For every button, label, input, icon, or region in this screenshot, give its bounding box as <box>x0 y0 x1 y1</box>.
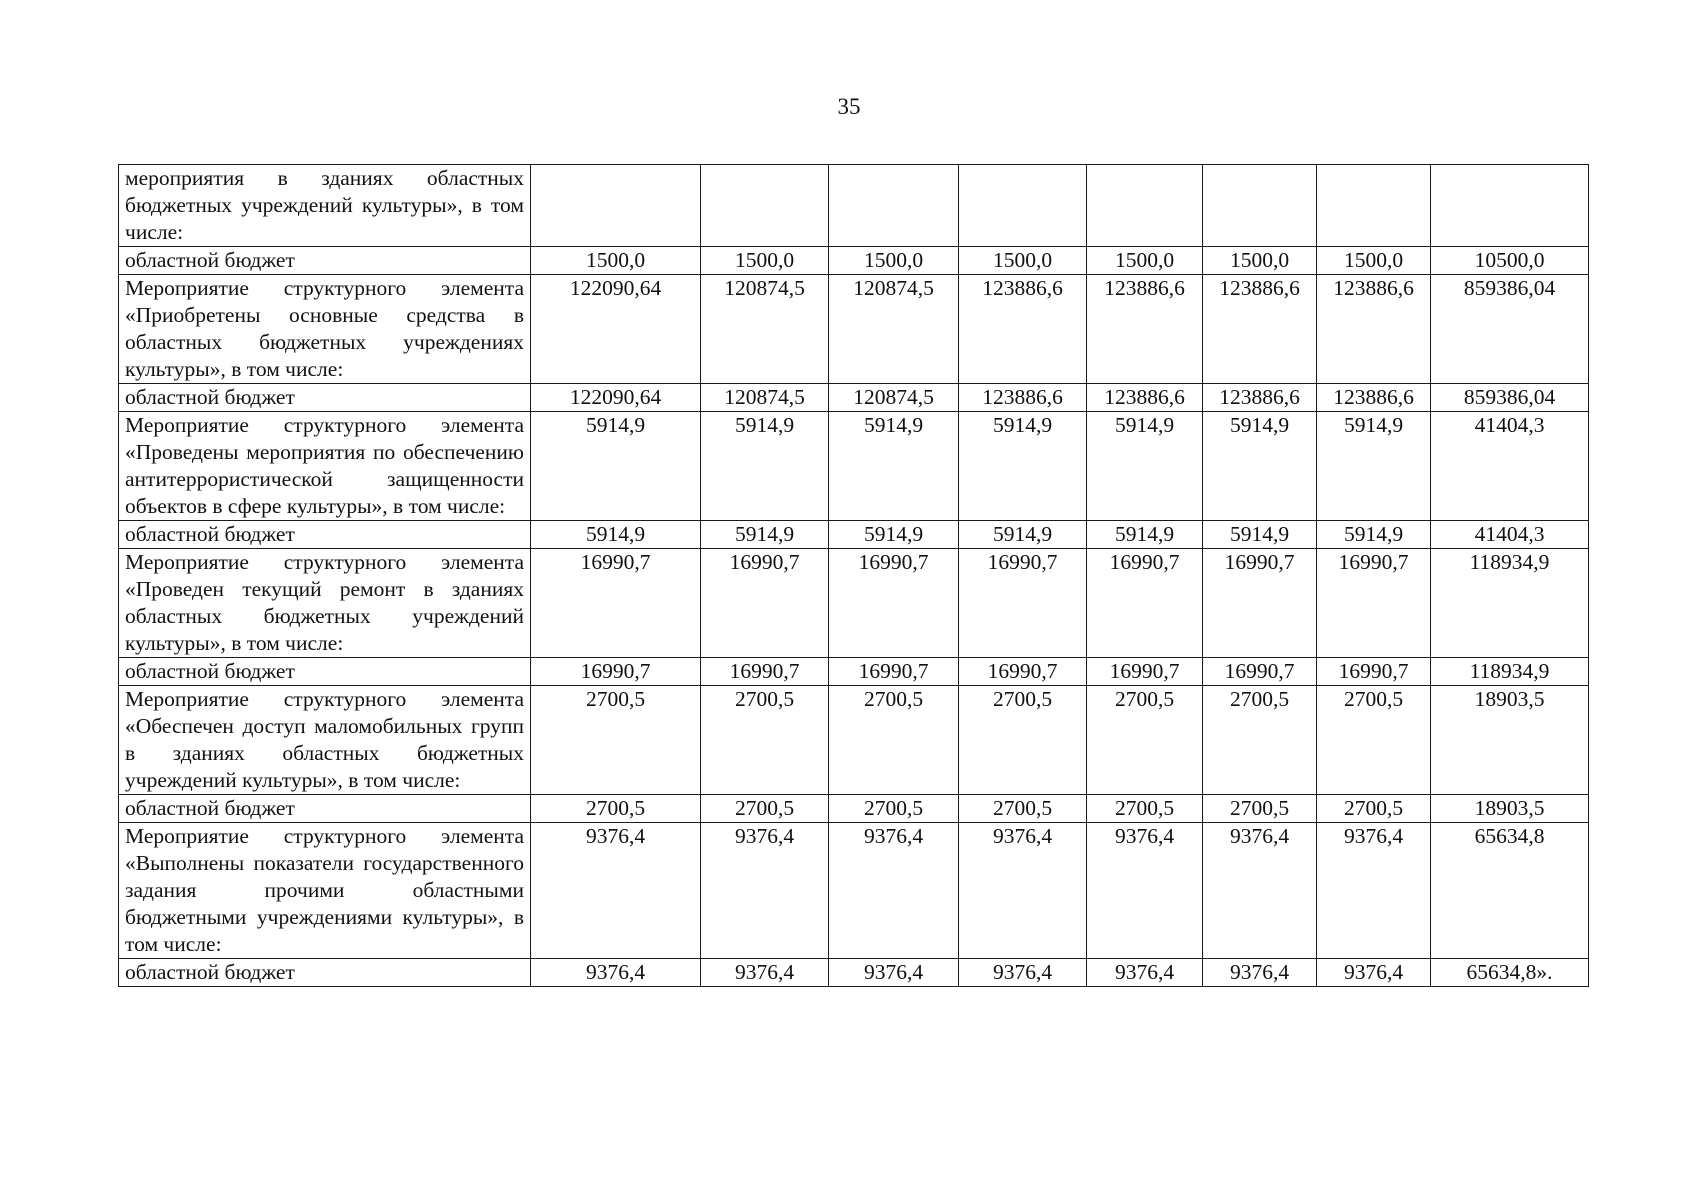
measure-description: Мероприятие структурного элемента «Приобретены основные средства в областных бюджетных учреждениях культуры», в том числе: <box>119 275 531 384</box>
amount-cell: 5914,9 <box>829 521 959 549</box>
amount-cell: 122090,64 <box>531 275 701 384</box>
amount-cell: 2700,5 <box>1087 686 1203 795</box>
table-body <box>119 165 1589 987</box>
budget-subrow <box>119 658 1589 686</box>
amount-cell: 5914,9 <box>959 412 1087 521</box>
amount-cell: 16990,7 <box>531 549 701 658</box>
amount-cell: 2700,5 <box>531 686 701 795</box>
amount-cell: 5914,9 <box>829 412 959 521</box>
total-cell: 859386,04 <box>1431 275 1589 384</box>
measure-row <box>119 549 1589 658</box>
amount-cell: 16990,7 <box>1317 658 1431 686</box>
amount-cell: 9376,4 <box>701 959 829 987</box>
amount-cell: 123886,6 <box>1087 384 1203 412</box>
amount-cell: 123886,6 <box>1203 384 1317 412</box>
amount-cell: 5914,9 <box>1087 412 1203 521</box>
amount-cell <box>1087 165 1203 247</box>
funding-source-label: областной бюджет <box>119 959 531 987</box>
amount-cell: 16990,7 <box>829 549 959 658</box>
amount-cell: 120874,5 <box>829 384 959 412</box>
amount-cell: 123886,6 <box>959 384 1087 412</box>
total-cell: 65634,8». <box>1431 959 1589 987</box>
measure-description: Мероприятие структурного элемента «Обеспечен доступ маломобильных групп в зданиях областных бюджетных учреждений культуры», в том числе: <box>119 686 531 795</box>
amount-cell: 2700,5 <box>1317 686 1431 795</box>
amount-cell: 2700,5 <box>1317 795 1431 823</box>
amount-cell: 5914,9 <box>1317 412 1431 521</box>
amount-cell <box>531 165 701 247</box>
amount-cell: 122090,64 <box>531 384 701 412</box>
funding-source-label: областной бюджет <box>119 247 531 275</box>
measure-row <box>119 686 1589 795</box>
amount-cell: 9376,4 <box>531 823 701 959</box>
amount-cell: 2700,5 <box>959 795 1087 823</box>
amount-cell: 5914,9 <box>1087 521 1203 549</box>
measure-description: Мероприятие структурного элемента «Выполнены показатели государственного задания прочими областными бюджетными учреждениями культуры», в том числе: <box>119 823 531 959</box>
amount-cell: 2700,5 <box>1087 795 1203 823</box>
budget-subrow <box>119 247 1589 275</box>
total-cell: 859386,04 <box>1431 384 1589 412</box>
funding-source-label: областной бюджет <box>119 384 531 412</box>
amount-cell: 16990,7 <box>701 549 829 658</box>
total-cell: 65634,8 <box>1431 823 1589 959</box>
amount-cell: 2700,5 <box>1203 686 1317 795</box>
measure-row <box>119 165 1589 247</box>
amount-cell: 120874,5 <box>701 275 829 384</box>
amount-cell: 5914,9 <box>1317 521 1431 549</box>
total-cell <box>1431 165 1589 247</box>
amount-cell: 9376,4 <box>1317 959 1431 987</box>
total-cell: 10500,0 <box>1431 247 1589 275</box>
budget-subrow <box>119 384 1589 412</box>
amount-cell: 16990,7 <box>1203 549 1317 658</box>
amount-cell <box>1317 165 1431 247</box>
amount-cell: 9376,4 <box>959 959 1087 987</box>
total-cell: 18903,5 <box>1431 795 1589 823</box>
amount-cell: 123886,6 <box>1317 275 1431 384</box>
amount-cell: 5914,9 <box>531 412 701 521</box>
amount-cell: 16990,7 <box>1087 549 1203 658</box>
budget-subrow <box>119 521 1589 549</box>
amount-cell <box>1203 165 1317 247</box>
measure-row <box>119 275 1589 384</box>
total-cell: 118934,9 <box>1431 549 1589 658</box>
amount-cell: 16990,7 <box>1317 549 1431 658</box>
total-cell: 41404,3 <box>1431 521 1589 549</box>
amount-cell: 9376,4 <box>701 823 829 959</box>
amount-cell: 120874,5 <box>829 275 959 384</box>
measure-row <box>119 412 1589 521</box>
amount-cell: 5914,9 <box>1203 521 1317 549</box>
budget-subrow <box>119 959 1589 987</box>
amount-cell: 16990,7 <box>829 658 959 686</box>
amount-cell: 9376,4 <box>829 959 959 987</box>
amount-cell: 1500,0 <box>959 247 1087 275</box>
amount-cell: 5914,9 <box>1203 412 1317 521</box>
amount-cell: 16990,7 <box>1087 658 1203 686</box>
amount-cell: 5914,9 <box>531 521 701 549</box>
amount-cell <box>701 165 829 247</box>
amount-cell: 2700,5 <box>701 795 829 823</box>
amount-cell: 16990,7 <box>959 658 1087 686</box>
amount-cell: 1500,0 <box>1087 247 1203 275</box>
amount-cell: 2700,5 <box>829 686 959 795</box>
amount-cell: 2700,5 <box>531 795 701 823</box>
funding-source-label: областной бюджет <box>119 795 531 823</box>
amount-cell: 9376,4 <box>1087 959 1203 987</box>
amount-cell: 9376,4 <box>1203 959 1317 987</box>
amount-cell: 9376,4 <box>1087 823 1203 959</box>
amount-cell: 9376,4 <box>1317 823 1431 959</box>
amount-cell: 2700,5 <box>829 795 959 823</box>
page-number: 35 <box>837 94 861 119</box>
amount-cell: 123886,6 <box>1203 275 1317 384</box>
amount-cell: 9376,4 <box>829 823 959 959</box>
budget-table <box>118 164 1589 987</box>
amount-cell: 16990,7 <box>1203 658 1317 686</box>
amount-cell: 16990,7 <box>531 658 701 686</box>
amount-cell <box>959 165 1087 247</box>
amount-cell: 1500,0 <box>531 247 701 275</box>
amount-cell: 120874,5 <box>701 384 829 412</box>
funding-source-label: областной бюджет <box>119 658 531 686</box>
amount-cell: 2700,5 <box>959 686 1087 795</box>
amount-cell: 1500,0 <box>1203 247 1317 275</box>
measure-row <box>119 823 1589 959</box>
amount-cell: 1500,0 <box>1317 247 1431 275</box>
amount-cell: 16990,7 <box>701 658 829 686</box>
amount-cell: 123886,6 <box>1087 275 1203 384</box>
measure-description: мероприятия в зданиях областных бюджетных учреждений культуры», в том числе: <box>119 165 531 247</box>
total-cell: 118934,9 <box>1431 658 1589 686</box>
measure-description: Мероприятие структурного элемента «Проведен текущий ремонт в зданиях областных бюджетных учреждений культуры», в том числе: <box>119 549 531 658</box>
amount-cell: 2700,5 <box>701 686 829 795</box>
amount-cell: 9376,4 <box>531 959 701 987</box>
amount-cell: 1500,0 <box>829 247 959 275</box>
total-cell: 18903,5 <box>1431 686 1589 795</box>
amount-cell: 1500,0 <box>701 247 829 275</box>
amount-cell: 5914,9 <box>959 521 1087 549</box>
amount-cell <box>829 165 959 247</box>
budget-subrow <box>119 795 1589 823</box>
amount-cell: 123886,6 <box>959 275 1087 384</box>
amount-cell: 123886,6 <box>1317 384 1431 412</box>
total-cell: 41404,3 <box>1431 412 1589 521</box>
amount-cell: 5914,9 <box>701 521 829 549</box>
measure-description: Мероприятие структурного элемента «Проведены мероприятия по обеспечению антитеррористической защищенности объектов в сфере культуры», в том числе: <box>119 412 531 521</box>
amount-cell: 9376,4 <box>959 823 1087 959</box>
funding-source-label: областной бюджет <box>119 521 531 549</box>
amount-cell: 5914,9 <box>701 412 829 521</box>
amount-cell: 16990,7 <box>959 549 1087 658</box>
amount-cell: 9376,4 <box>1203 823 1317 959</box>
amount-cell: 2700,5 <box>1203 795 1317 823</box>
